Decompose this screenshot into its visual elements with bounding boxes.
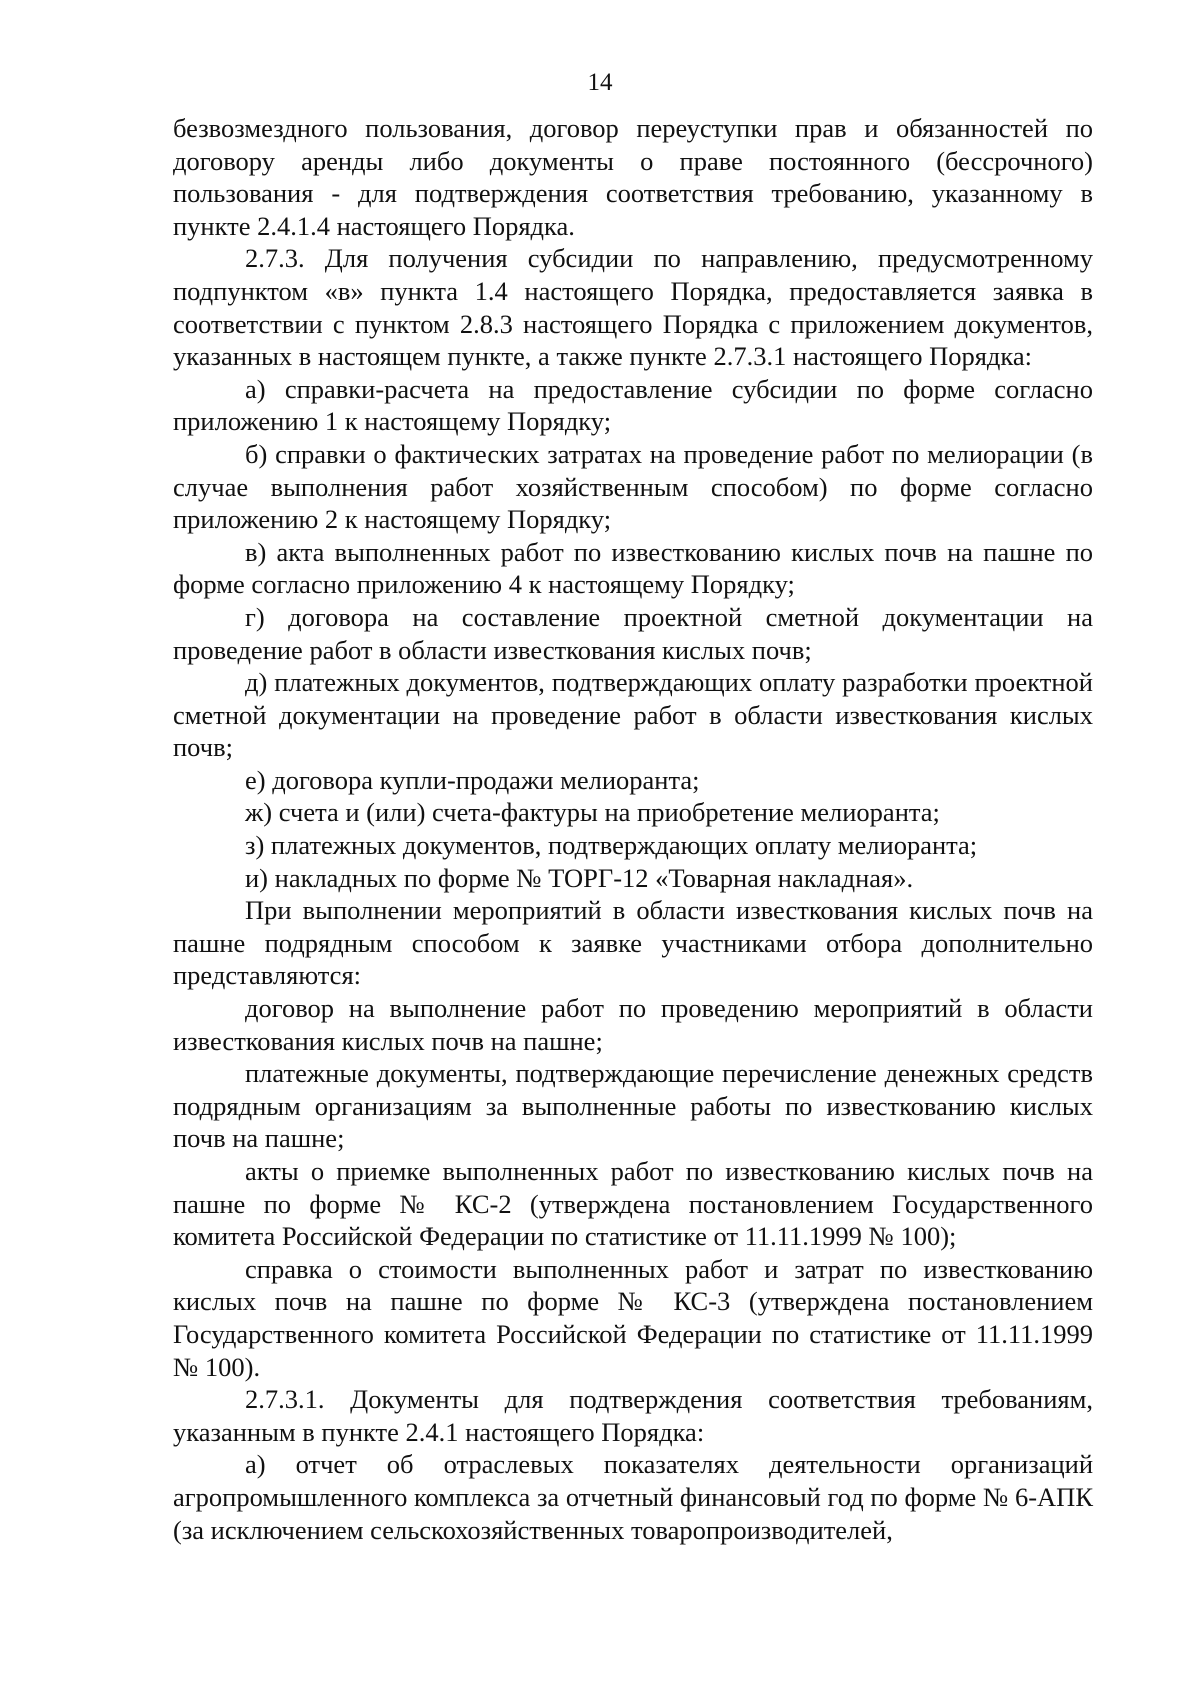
paragraph-9: ж) счета и (или) счета-фактуры на приобретение мелиоранта; <box>245 797 940 828</box>
paragraph-11: и) накладных по форме № ТОРГ-12 «Товарная накладная». <box>245 862 914 893</box>
paragraph-10: з) платежных документов, подтверждающих оплату мелиоранта; <box>245 830 978 861</box>
paragraph-16: справка о стоимости выполненных работ и затрат по известкованию кислых почв на пашне по форме № КС-3 (утверждена постановлением Государственного комитета Российской Федерации по статистике от 11.11.1999 № 100). <box>173 1253 1093 1382</box>
paragraph-17: 2.7.3.1. Документы для подтверждения соответствия требованиям, указанным в пункте 2.4.1 настоящего Порядка: <box>173 1384 1093 1447</box>
paragraph-7: д) платежных документов, подтверждающих оплату разработки проектной сметной документации на проведение работ в области известкования кислых почв; <box>173 667 1093 763</box>
paragraph-6: г) договора на составление проектной сметной документации на проведение работ в области известкования кислых почв; <box>173 601 1093 665</box>
paragraph-2: 2.7.3. Для получения субсидии по направлению, предусмотренному подпунктом «в» пункта 1.4 настоящего Порядка, предоставляется заявка в соответствии с пунктом 2.8.3 настоящего Порядка с приложением документов, указанных в настоящем пункте, а также пункте 2.7.3.1 настоящего Порядка: <box>173 243 1093 372</box>
paragraph-8: е) договора купли-продажи мелиоранта; <box>245 764 700 795</box>
paragraph-5: в) акта выполненных работ по известкованию кислых почв на пашне по форме согласно приложению 4 к настоящему Порядку; <box>173 536 1093 600</box>
paragraph-1: безвозмездного пользования, договор переуступки прав и обязанностей по договору аренды либо документы о праве постоянного (бессрочного) пользования - для подтверждения соответствия требованию, указанному в пункте 2.4.1.4 настоящего Порядка. <box>173 113 1093 241</box>
paragraph-12: При выполнении мероприятий в области известкования кислых почв на пашне подрядным способом к заявке участниками отбора дополнительно представляются: <box>173 895 1093 991</box>
page-number: 14 <box>587 69 613 96</box>
paragraph-15: акты о приемке выполненных работ по известкованию кислых почв на пашне по форме № КС-2 (утверждена постановлением Государственного комитета Российской Федерации по статистике от 11.11.1999 № 100); <box>173 1156 1093 1252</box>
document-body <box>173 112 1093 1546</box>
paragraph-4: б) справки о фактических затратах на проведение работ по мелиорации (в случае выполнения работ хозяйственным способом) по форме согласно приложению 2 к настоящему Порядку; <box>173 438 1093 535</box>
paragraph-14: платежные документы, подтверждающие перечисление денежных средств подрядным организациям за выполненные работы по известкованию кислых почв на пашне; <box>173 1058 1093 1154</box>
paragraph-18: а) отчет об отраслевых показателях деятельности организаций агропромышленного комплекса за отчетный финансовый год по форме № 6-АПК (за исключением сельскохозяйственных товаропроизводителей, <box>173 1449 1093 1545</box>
paragraph-13: договор на выполнение работ по проведению мероприятий в области известкования кислых почв на пашне; <box>173 993 1093 1056</box>
paragraph-3: а) справки-расчета на предоставление субсидии по форме согласно приложению 1 к настоящему Порядку; <box>173 373 1093 437</box>
